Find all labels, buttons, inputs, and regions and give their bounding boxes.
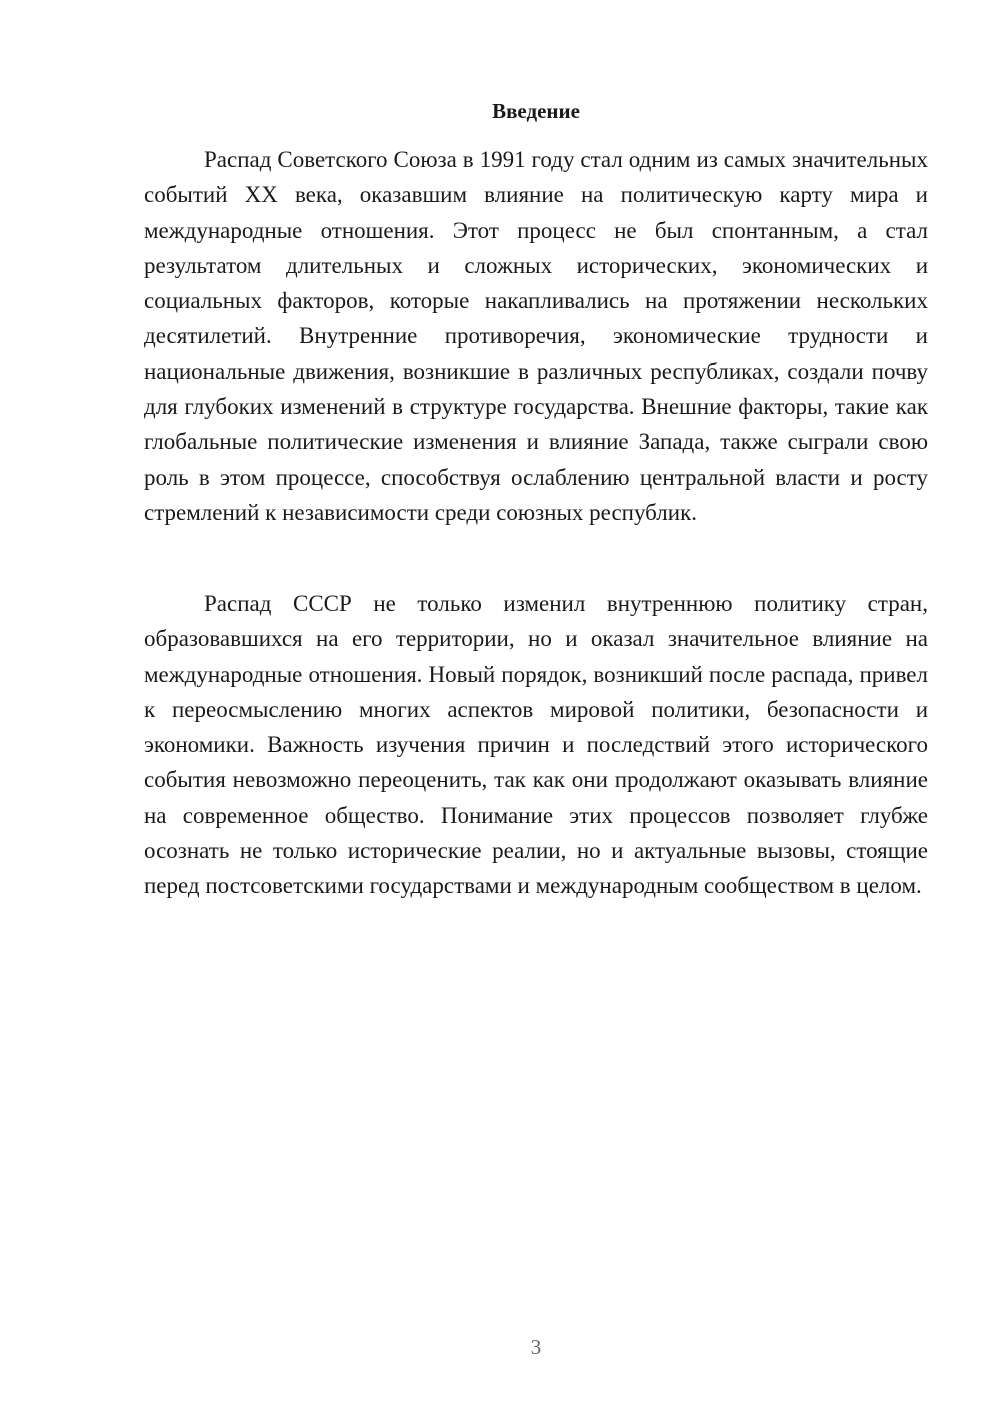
section-heading: Введение <box>492 99 580 123</box>
page-number: 3 <box>530 1335 542 1359</box>
body-paragraph-1: Распад Советского Союза в 1991 году стал одним из самых значительных событий XX века, оказавшим влияние на политическую карту мира и международные отношения. Этот процесс не был спонтанным, а стал результатом длительных и сложных исторических, экономических и социальных факторов, которые накапливались на протяжении нескольких десятилетий. Внутренние противоречия, экономические трудности и национальные движения, возникшие в различных республиках, создали почву для глубоких изменений в структуре государства. Внешние факторы, такие как глобальные политические изменения и влияние Запада, также сыграли свою роль в этом процессе, способствуя ослаблению центральной власти и росту стремлений к независимости среди союзных республик. <box>144 147 928 525</box>
body-paragraph-2: Распад СССР не только изменил внутреннюю политику стран, образовавшихся на его территории, но и оказал значительное влияние на международные отношения. Новый порядок, возникший после распада, привел к переосмыслению многих аспектов мировой политики, безопасности и экономики. Важность изучения причин и последствий этого исторического события невозможно переоценить, так как они продолжают оказывать влияние на современное общество. Понимание этих процессов позволяет глубже осознать не только исторические реалии, но и актуальные вызовы, стоящие перед постсоветскими государствами и международным сообществом в целом. <box>144 591 928 899</box>
